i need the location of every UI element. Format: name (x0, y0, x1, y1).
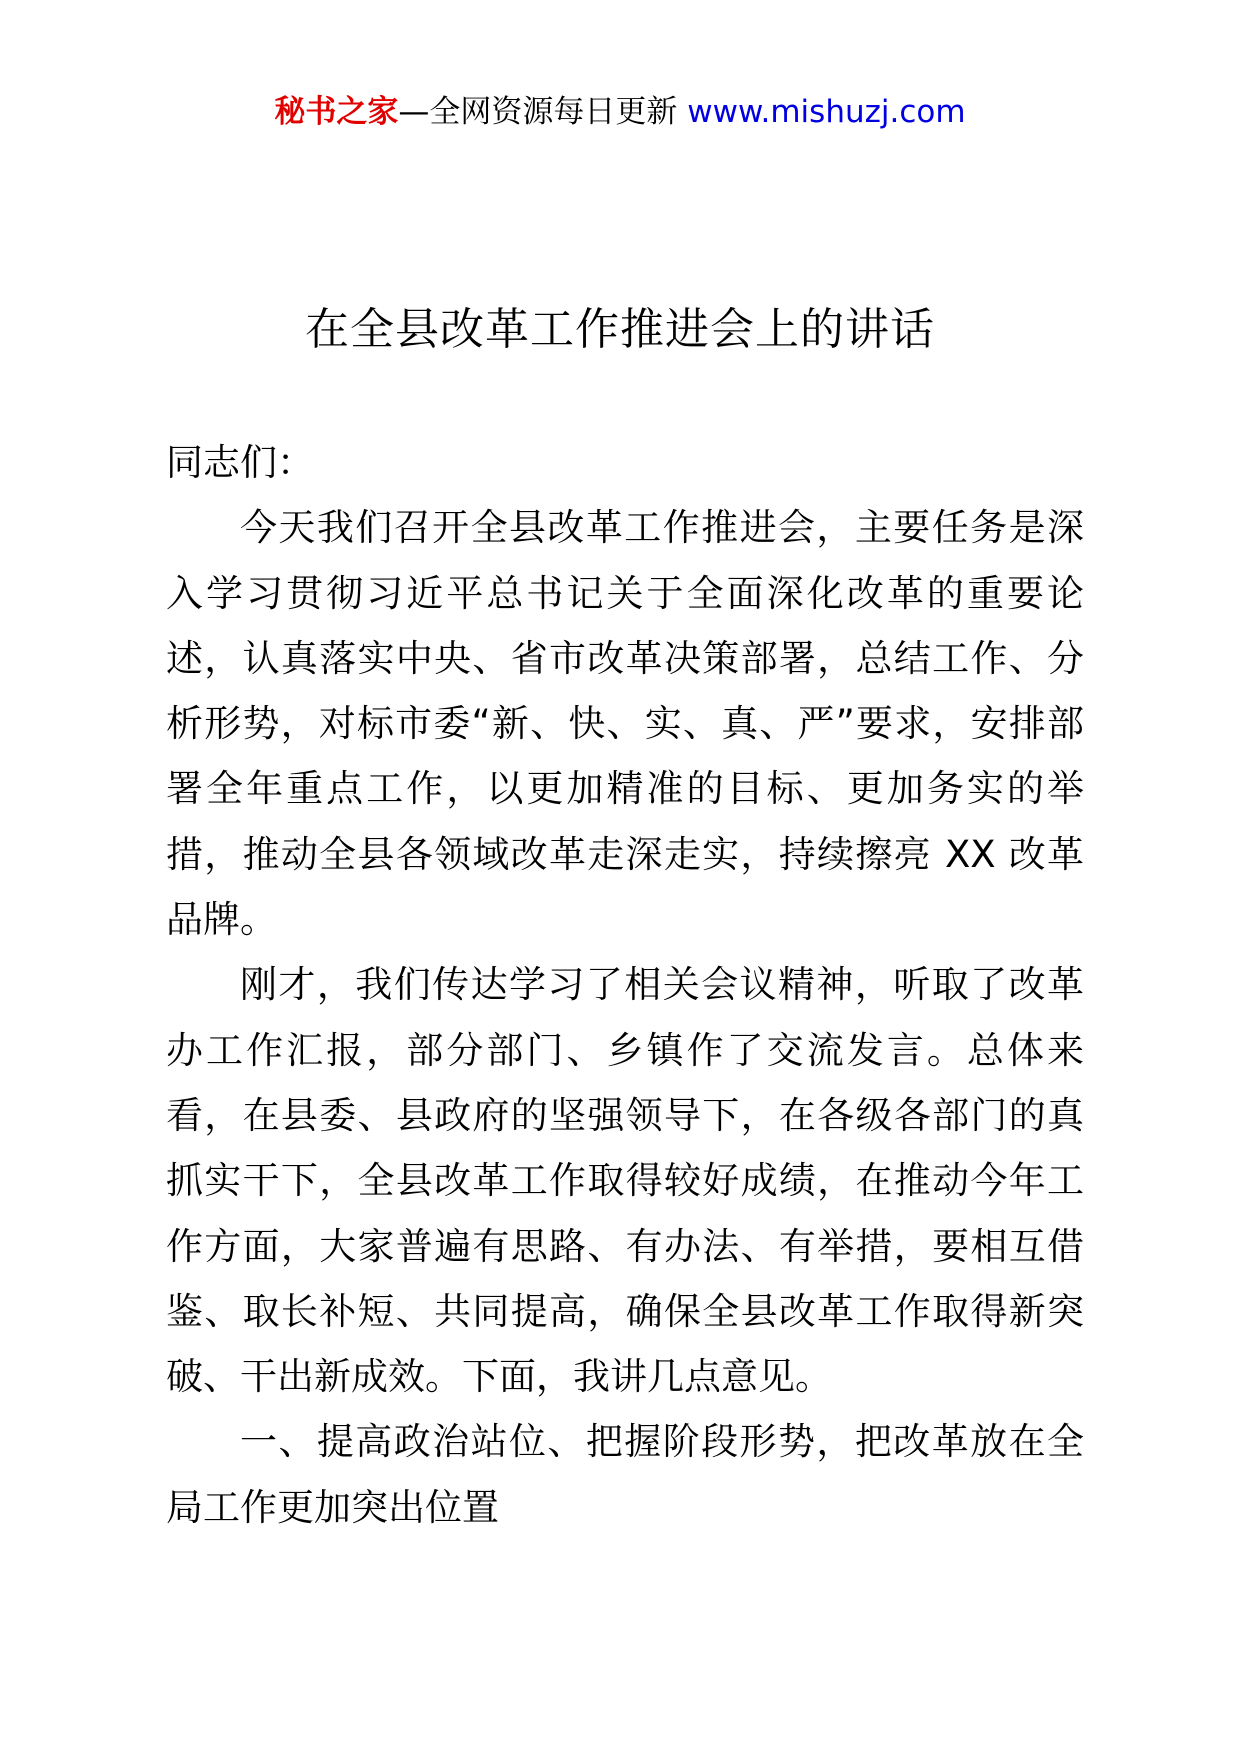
document-body (166, 430, 1084, 1540)
salutation: 同志们： (166, 441, 314, 484)
brand-name: 秘书之家 (274, 94, 399, 130)
paragraph-summary: 刚才，我们传达学习了相关会议精神，听取了改革办工作汇报，部分部门、乡镇作了交流发言。总体来看，在县委、县政府的坚强领导下，在各级各部门的真抓实干下，全县改革工作取得较好成绩，在推动今年工作方面，大家普遍有思路、有办法、有举措，要相互借鉴、取长补短、共同提高，确保全县改革工作取得新突破、干出新成效。下面，我讲几点意见。 (166, 963, 1084, 1399)
paragraph-intro: 今天我们召开全县改革工作推进会，主要任务是深入学习贯彻习近平总书记关于全面深化改革的重要论述，认真落实中央、省市改革决策部署，总结工作、分析形势，对标市委“新、快、实、真、严”要求，安排部署全年重点工作，以更加精准的目标、更加务实的举措，推动全县各领域改革走深走实，持续擦亮 XX 改革品牌。 (166, 506, 1084, 942)
header-tagline: —全网资源每日更新 (398, 94, 678, 130)
site-header (0, 92, 1240, 132)
document-title: 在全县改革工作推进会上的讲话 (305, 304, 935, 355)
section-heading: 一、提高政治站位、把握阶段形势，把改革放在全局工作更加突出位置 (166, 1420, 1084, 1529)
site-link[interactable]: www.mishuzj.com (687, 94, 966, 130)
